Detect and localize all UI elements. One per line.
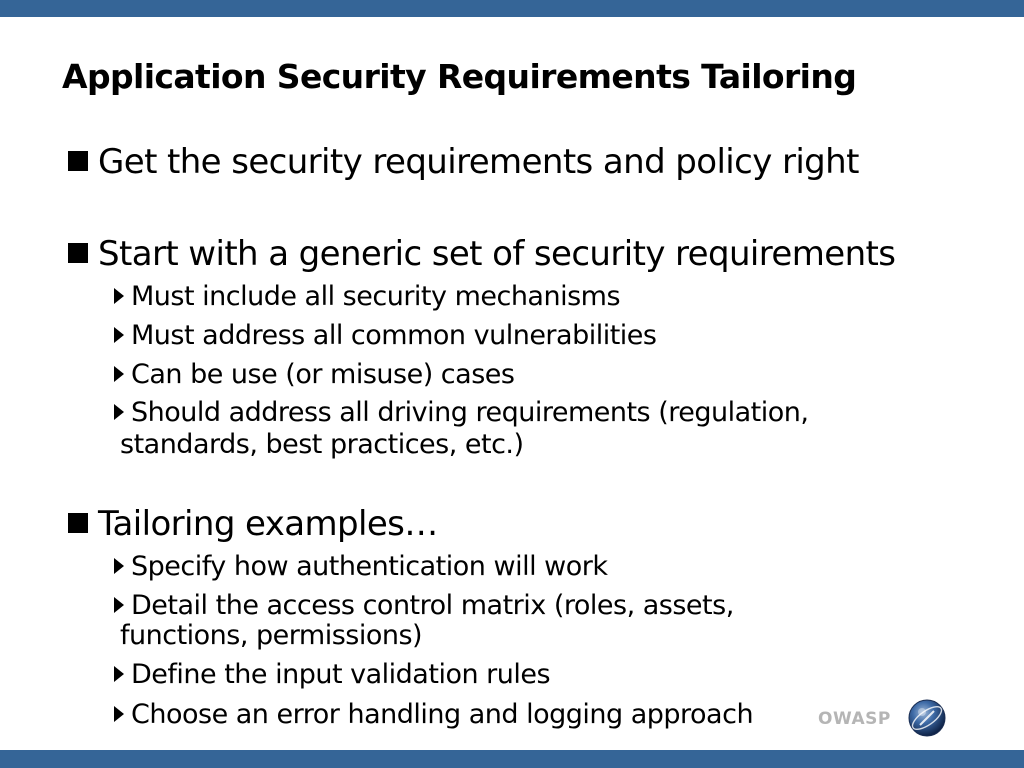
arrow-bullet-icon bbox=[114, 597, 124, 613]
sub-bullet-2-1 bbox=[108, 281, 620, 313]
sub-bullet-3-3 bbox=[108, 659, 550, 691]
owasp-logo-text: OWASP bbox=[818, 709, 891, 729]
arrow-bullet-icon bbox=[114, 666, 124, 682]
sub-bullet-2-2 bbox=[108, 320, 656, 352]
arrow-bullet-icon bbox=[114, 366, 124, 382]
arrow-bullet-icon bbox=[114, 288, 124, 304]
bullet-1-text: Get the security requirements and policy right bbox=[98, 142, 859, 182]
bullet-2 bbox=[68, 234, 895, 274]
square-bullet-icon bbox=[68, 243, 88, 263]
sub-bullet-2-3 bbox=[108, 359, 514, 391]
sub-bullet-2-1-text: Must include all security mechanisms bbox=[131, 281, 621, 312]
bullet-2-text: Start with a generic set of security requirements bbox=[98, 234, 896, 274]
sub-bullet-3-2 bbox=[108, 590, 734, 622]
sub-bullet-2-4-text: Should address all driving requirements (regulation, bbox=[131, 397, 809, 428]
sub-bullet-3-2-continuation: functions, permissions) bbox=[120, 620, 423, 651]
sub-bullet-2-4 bbox=[108, 397, 808, 429]
sub-bullet-3-1-text: Specify how authentication will work bbox=[131, 551, 608, 582]
slide-title: Application Security Requirements Tailoring bbox=[62, 57, 857, 96]
sub-bullet-3-4-text: Choose an error handling and logging approach bbox=[131, 699, 754, 730]
sub-bullet-3-4 bbox=[108, 699, 753, 731]
bottom-accent-bar bbox=[0, 750, 1024, 768]
square-bullet-icon bbox=[68, 151, 88, 171]
bullet-3-text: Tailoring examples… bbox=[98, 504, 438, 544]
sub-bullet-3-1 bbox=[108, 551, 608, 583]
square-bullet-icon bbox=[68, 513, 88, 533]
sub-bullet-2-4-continuation: standards, best practices, etc.) bbox=[120, 429, 524, 460]
bullet-1 bbox=[68, 142, 859, 182]
sub-bullet-3-2-text: Detail the access control matrix (roles, assets, bbox=[131, 590, 734, 621]
arrow-bullet-icon bbox=[114, 404, 124, 420]
arrow-bullet-icon bbox=[114, 327, 124, 343]
sub-bullet-2-2-text: Must address all common vulnerabilities bbox=[131, 320, 657, 351]
sub-bullet-2-3-text: Can be use (or misuse) cases bbox=[131, 359, 515, 390]
owasp-logo bbox=[812, 697, 952, 741]
owasp-globe-icon bbox=[908, 699, 946, 737]
sub-bullet-3-3-text: Define the input validation rules bbox=[131, 659, 551, 690]
bullet-3 bbox=[68, 504, 438, 544]
arrow-bullet-icon bbox=[114, 558, 124, 574]
arrow-bullet-icon bbox=[114, 706, 124, 722]
